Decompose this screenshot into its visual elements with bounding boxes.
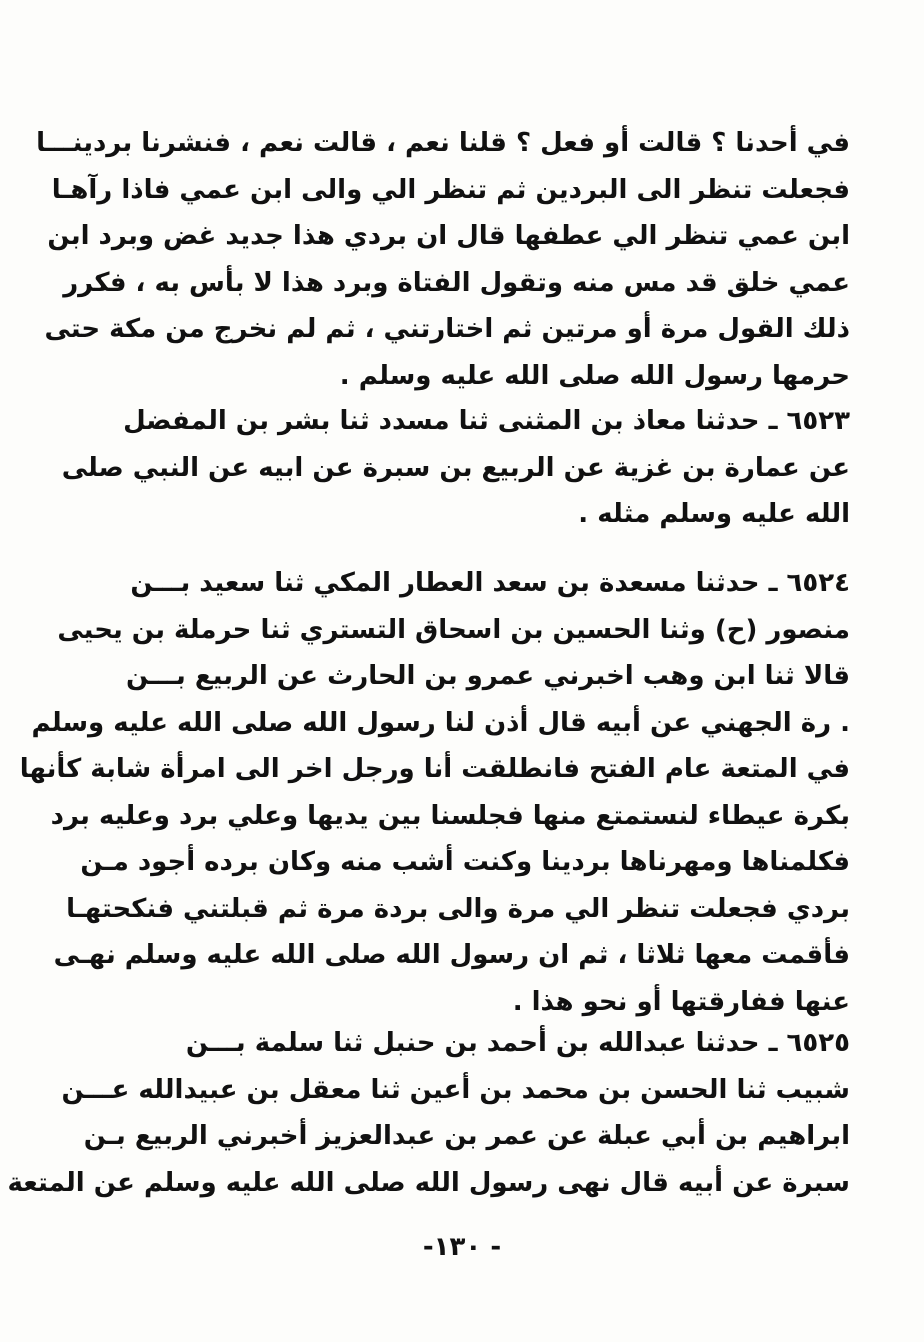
- text-line: في المتعة عام الفتح فانطلقت أنا ورجل اخر الى امرأة شابة كأنها: [19, 754, 850, 784]
- text-line: حرمها رسول الله صلى الله عليه وسلم .: [339, 360, 850, 391]
- text-line: شبيب ثنا الحسن بن محمد بن أعين ثنا معقل بن عبيدالله عـــن: [61, 1074, 850, 1105]
- text-line: ٦٥٢٤ ـ حدثنا مسعدة بن سعد العطار المكي ثنا سعيد بـــن: [130, 568, 850, 598]
- text-line: بردي فجعلت تنظر الي مرة والى بردة مرة ثم قبلتني فنكحتهـا: [66, 893, 850, 924]
- text-line: فأقمت معها ثلاثا ، ثم ان رسول الله صلى الله عليه وسلم نهـى: [53, 940, 850, 970]
- text-line: بكرة عيطاء لنستمتع منها فجلسنا بين يديها وعلي برد وعليه برد: [50, 800, 850, 831]
- page-number: -١٣٠ -: [422, 1232, 502, 1262]
- hadith-6525: [7, 1020, 850, 1206]
- text-line: عن عمارة بن غزية عن الربيع بن سبرة عن ابيه عن النبي صلى: [61, 452, 850, 483]
- text-line: ٦٥٢٥ ـ حدثنا عبدالله بن أحمد بن حنبل ثنا سلمة بـــن: [185, 1028, 850, 1058]
- text-line: فجعلت تنظر الى البردين ثم تنظر الي والى ابن عمي فاذا رآهـا: [51, 174, 850, 205]
- text-line: سبرة عن أبيه قال نهى رسول الله صلى الله عليه وسلم عن المتعة: [7, 1167, 850, 1198]
- text-line: قالا ثنا ابن وهب اخبرني عمرو بن الحارث عن الربيع بـــن: [125, 661, 850, 691]
- text-line: ٦٥٢٣ ـ حدثنا معاذ بن المثنى ثنا مسدد ثنا بشر بن المفضل: [123, 406, 850, 436]
- paragraph-continuation: [36, 120, 850, 399]
- text-line: عمي خلق قد مس منه وتقول الفتاة وبرد هذا لا بأس به ، فكرر: [63, 267, 850, 298]
- text-line: منصور (ح) وثنا الحسين بن اسحاق التستري ثنا حرملة بن يحيى: [57, 614, 850, 645]
- text-line: ابراهيم بن أبي عبلة عن عمر بن عبدالعزيز أخبرني الربيع بـن: [83, 1121, 850, 1151]
- text-line: في أحدنا ؟ قالت أو فعل ؟ قلنا نعم ، قالت نعم ، فنشرنا بردينـــا: [36, 128, 850, 158]
- text-line: فكلمناها ومهرناها بردينا وكنت أشب منه وكان برده أجود مـن: [80, 847, 850, 877]
- text-line: عنها ففارقتها أو نحو هذا .: [512, 986, 850, 1017]
- text-line: الله عليه وسلم مثله .: [578, 499, 850, 529]
- hadith-6524: [19, 560, 850, 1025]
- text-line: ابن عمي تنظر الي عطفها قال ان بردي هذا جديد غض وبرد ابن: [47, 221, 850, 251]
- hadith-6523: [61, 398, 850, 538]
- text-line: . رة الجهني عن أبيه قال أذن لنا رسول الله صلى الله عليه وسلم: [31, 707, 850, 738]
- text-line: ذلك القول مرة أو مرتين ثم اختارتني ، ثم لم نخرج من مكة حتى: [44, 314, 850, 344]
